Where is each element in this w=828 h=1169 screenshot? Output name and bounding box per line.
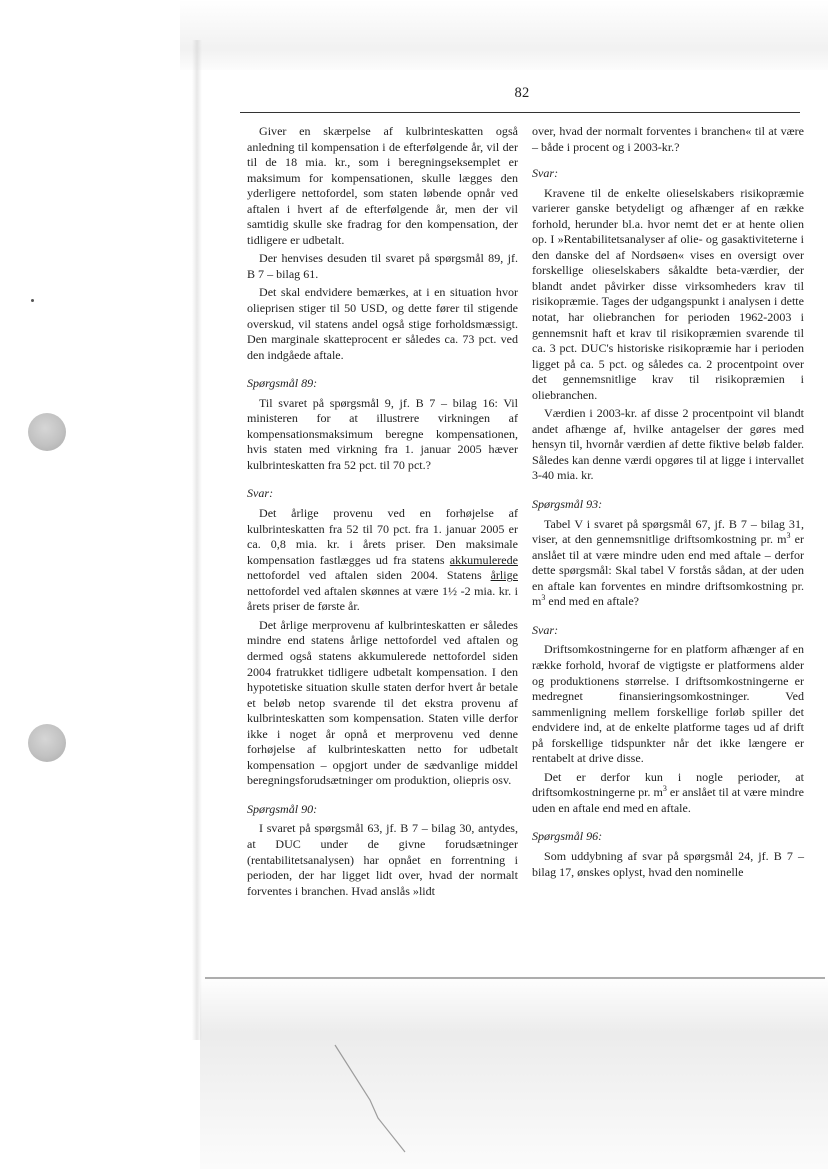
answer-text-93: Driftsomkostningerne for en platform afhænger af en række forhold, hvoraf de vigtigste er platformens alder og produktionens størrelse. I driftsomkostningerne er medregnet finansieringsomkostninger. Ved sammenligning mellem forskellige forløb spiller det endvidere ind, at de enkelte platforme tages ud af drift på forskellige tidspunkter når det ikke længere er rentabelt at drive disse. bbox=[532, 642, 804, 766]
punch-hole-bottom bbox=[28, 724, 66, 762]
question-text-90: I svaret på spørgsmål 63, jf. B 7 – bilag 30, antydes, at DUC under de givne forudsætninger (rentabilitetsanalysen) har opnået en forrentning i perioden, der har ligget lidt over, hvad der normalt forventes i branchen. Hvad anslås »lidt bbox=[247, 821, 518, 898]
scan-edge-bottom bbox=[205, 977, 825, 979]
question-text-96: Som uddybning af svar på spørgsmål 24, jf. B 7 – bilag 17, ønskes oplyst, hvad den nominelle bbox=[532, 848, 804, 879]
scan-edge-left bbox=[192, 40, 202, 1040]
right-column bbox=[532, 124, 804, 883]
question-text-90-cont: over, hvad der normalt forventes i branchen« til at være – både i procent og i 2003-kr.? bbox=[532, 124, 804, 154]
answer-text-90-b: Værdien i 2003-kr. af disse 2 procentpoint vil blandt andet afhænge af, hvilke antagelser der gøres med hensyn til, hvornår værdien af dette fiktive beløb falder. Således kan denne værdi opgøres til at ligge i intervallet 3-40 mia. kr. bbox=[532, 406, 804, 483]
answer-heading-90: Svar: bbox=[532, 166, 559, 181]
paragraph: Giver en skærpelse af kulbrinteskatten også anledning til kompensation i de efterfølgende år, vil der til de 18 mia. kr., som i beregningseksemplet er maksimum for kompensationen, skulle lægges den yderligere nettofordel, som staten løbende opnår ved aftalen i hvert af de efterfølgende år, men der vil samtidig skulle ske fradrag for den kompensation, der tidligere er udbetalt. bbox=[247, 124, 518, 247]
answer-heading-89: Svar: bbox=[247, 486, 274, 501]
scan-shadow-bottom bbox=[200, 975, 828, 1169]
question-text-89: Til svaret på spørgsmål 9, jf. B 7 – bilag 16: Vil ministeren for at illustrere virkningen af kompensationsmaksimum beregne kompensationen, hvis staten med virkning fra 1. januar 2005 hæver kulbrinteskatten fra 52 pct. til 70 pct.? bbox=[247, 395, 518, 472]
question-heading-89: Spørgsmål 89: bbox=[247, 376, 318, 391]
page-number: 82 bbox=[514, 85, 530, 101]
paragraph: Det skal endvidere bemærkes, at i en situation hvor olieprisen stiger til 50 USD, og dette fører til stigende overskud, vil statens andel også stige forholdsmæssigt. Den marginale skatteprocent er således ca. 73 pct. ved den indgåede aftale. bbox=[247, 285, 518, 362]
scan-scratch-mark bbox=[330, 1040, 410, 1160]
scan-shadow-top bbox=[180, 0, 828, 70]
header-rule bbox=[240, 112, 800, 113]
left-column bbox=[247, 124, 518, 902]
answer-text-89: Det årlige provenu ved en forhøjelse af kulbrinteskatten fra 52 til 70 pct. fra 1. januar 2005 er ca. 0,8 mia. kr. i årets priser. Den maksimale kompensation fastlægges ud fra statens akkumulerede nettofordel ved aftalen siden 2004. Statens årlige nettofordel ved aftalen skønnes at være 1½ -2 mia. kr. i årets priser de første år. bbox=[247, 506, 518, 614]
question-text-93: Tabel V i svaret på spørgsmål 67, jf. B 7 – bilag 31, viser, at den gennemsnitlige driftsomkostning pr. $m^3$ er anslået til at være mindre uden end med aftale – derfor dette spørgsmål: Skal tabel V forstås sådan, at der uden en aftale kan forventes en mindre driftsomkostning pr. $m^3$ end med en aftale? bbox=[532, 516, 804, 609]
answer-heading-93: Svar: bbox=[532, 622, 559, 637]
question-heading-93: Spørgsmål 93: bbox=[532, 497, 603, 512]
question-heading-90: Spørgsmål 90: bbox=[247, 801, 318, 816]
scan-speck bbox=[31, 299, 34, 302]
underlined-term: årlige bbox=[490, 568, 518, 583]
answer-text-89-b: Det årlige merprovenu af kulbrinteskatten er således mindre end statens årlige nettofordel ved aftalen og dermed også statens akkumulerede nettofordel siden 2004 fratrukket tidligere udbetalt kompensation. I den hypotetiske situation skulle staten derfor hvert år betale et beløb netop svarende til det ekstra provenu af kulbrinteskatten som kompensation. Staten ville derfor ikke i noget år opnå et merprovenu ved denne forhøjelse af kulbrinteskatten netto for udbetalt kompensation – opgjort under de sædvanlige middel beregningsforudsætninger om produktion, oliepris osv. bbox=[247, 617, 518, 788]
underlined-term: akkumulerede bbox=[449, 552, 518, 567]
answer-text-90: Kravene til de enkelte olieselskabers risikopræmie varierer ganske betydeligt og afhænger af en række forhold, herunder bl.a. hvor nemt det er at hente olien op. I »Rentabilitetsanalyser af olie- og gasaktiviteterne i den danske del af Nordsøen« vises en oversigt over forskellige olieselskabers såkaldte beta-værdier, der blandt andet påvirker disse virksomheders krav til risikopræmie. Tages der udgangspunkt i analysen i dette notat, har oliebranchen for perioden 1962-2003 i gennemsnit haft et krav til risikopræmien svarende til ca. 3 pct. DUC's historiske risikopræmie har i perioden ligget på ca. 5 pct. og således ca. 2 procentpoint over det gennemsnitlige krav til risikopræmien i oliebranchen. bbox=[532, 185, 804, 402]
punch-hole-top bbox=[28, 413, 66, 451]
question-heading-96: Spørgsmål 96: bbox=[532, 829, 603, 844]
answer-text-93-b: Det er derfor kun i nogle perioder, at driftsomkostningerne pr. $m^3$ er anslået til at være mindre uden en aftale end med en aftale. bbox=[532, 769, 805, 815]
paragraph: Der henvises desuden til svaret på spørgsmål 89, jf. B 7 – bilag 61. bbox=[247, 251, 518, 281]
